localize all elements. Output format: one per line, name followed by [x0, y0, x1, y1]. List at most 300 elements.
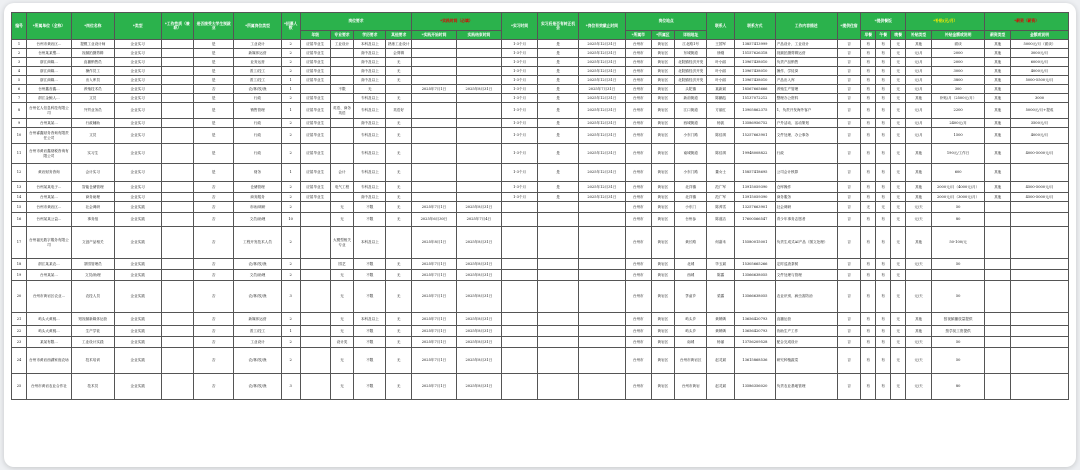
table-cell[interactable]: 按视频播放量提供	[931, 313, 984, 326]
table-cell[interactable]: 行政	[234, 94, 281, 103]
table-cell[interactable]: 台州亿人信息科技有限公司	[26, 103, 71, 119]
table-cell[interactable]: 2	[12, 49, 27, 58]
table-cell[interactable]: 专科及以上	[354, 164, 386, 182]
table-cell[interactable]: 无	[386, 58, 412, 67]
table-cell[interactable]: 3800	[931, 76, 984, 85]
table-cell[interactable]: 是	[193, 94, 234, 103]
table-cell[interactable]: 有	[861, 119, 876, 128]
table-cell[interactable]: 否	[193, 85, 234, 94]
table-cell[interactable]: 有	[861, 348, 876, 374]
table-cell[interactable]	[501, 374, 537, 400]
table-cell[interactable]: 无	[330, 281, 354, 313]
table-cell[interactable]: 2025年12月31日	[578, 58, 625, 67]
table-cell[interactable]: 无	[891, 213, 906, 227]
table-cell[interactable]: 其他	[906, 326, 932, 337]
table-cell[interactable]: 无	[891, 326, 906, 337]
table-cell[interactable]: 新媒体运营	[234, 49, 281, 58]
table-cell[interactable]: 2000元/月（4000元/月）	[931, 182, 984, 193]
table-cell[interactable]: 台州市	[625, 40, 651, 49]
table-cell[interactable]: 陈道洁	[707, 213, 735, 227]
table-cell[interactable]: 商务服务	[234, 193, 281, 202]
table-cell[interactable]: 2	[281, 58, 300, 67]
table-cell[interactable]: 元/月	[906, 119, 932, 128]
table-cell[interactable]: 销售管理	[234, 103, 281, 119]
table-cell[interactable]: 1-3个月	[501, 40, 537, 49]
table-cell[interactable]: 2025年8月31日	[456, 202, 501, 213]
table-cell[interactable]: 台州市	[625, 103, 651, 119]
table-cell[interactable]: 补贴/月（2500元/月）	[931, 94, 984, 103]
table-cell[interactable]: 是	[538, 128, 579, 144]
table-cell[interactable]	[456, 144, 501, 164]
table-cell[interactable]: 其他	[985, 58, 1011, 67]
table-cell[interactable]: 陈养雪	[707, 202, 735, 213]
table-cell[interactable]: 2025年12月31日	[578, 49, 625, 58]
table-cell[interactable]: 叶小丽	[707, 67, 735, 76]
table-cell[interactable]: 3	[281, 281, 300, 313]
table-cell[interactable]: 1	[12, 40, 27, 49]
table-cell[interactable]	[1011, 374, 1069, 400]
table-cell[interactable]: 台州市黄岩农业合作社	[26, 374, 71, 400]
table-cell[interactable]: 2025年12月31日	[578, 40, 625, 49]
table-cell[interactable]: 无	[891, 58, 906, 67]
table-cell[interactable]: 2025年8月31日	[456, 227, 501, 259]
table-cell[interactable]: 无	[891, 270, 906, 281]
table-cell[interactable]	[412, 144, 457, 164]
table-row[interactable]	[12, 202, 1069, 213]
table-cell[interactable]: 黄岩区	[651, 213, 675, 227]
table-cell[interactable]: 黄岩区	[651, 119, 675, 128]
table-cell[interactable]: 6000元/月	[1011, 58, 1069, 67]
table-cell[interactable]: 黄岩区	[651, 227, 675, 259]
table-cell[interactable]: 浙江商媒...	[26, 67, 71, 76]
table-cell[interactable]: 600	[931, 164, 984, 182]
table-cell[interactable]: 190元/工作日	[931, 144, 984, 164]
table-cell[interactable]: 无	[891, 67, 906, 76]
table-cell[interactable]	[985, 227, 1011, 259]
table-cell[interactable]: 19	[12, 270, 27, 281]
table-cell[interactable]: 无	[891, 40, 906, 49]
table-cell[interactable]: 5000元/月（面谈）	[1011, 40, 1069, 49]
table-cell[interactable]: 浙江金鲸人...	[26, 94, 71, 103]
table-cell[interactable]: 其他	[906, 40, 932, 49]
table-cell[interactable]: 台州市	[625, 128, 651, 144]
table-cell[interactable]: 是	[538, 58, 579, 67]
table-cell[interactable]: 有	[861, 374, 876, 400]
table-cell[interactable]	[578, 270, 625, 281]
table-row[interactable]	[12, 374, 1069, 400]
table-cell[interactable]: 元/月	[906, 103, 932, 119]
table-cell[interactable]: 50	[931, 337, 984, 348]
table-cell[interactable]: 应届毕业生	[300, 119, 330, 128]
table-cell[interactable]: 事务组	[71, 213, 114, 227]
table-cell[interactable]: 南城街道	[675, 144, 707, 164]
table-cell[interactable]	[578, 213, 625, 227]
table-cell[interactable]: 文员/助理	[234, 270, 281, 281]
table-cell[interactable]: 1-3个月	[501, 193, 537, 202]
table-cell[interactable]	[412, 182, 457, 193]
table-cell[interactable]	[538, 326, 579, 337]
table-cell[interactable]	[906, 270, 932, 281]
table-cell[interactable]: 无	[386, 119, 412, 128]
table-cell[interactable]: 文员	[71, 94, 114, 103]
table-cell[interactable]: 其他	[985, 67, 1011, 76]
table-cell[interactable]: 其他	[906, 313, 932, 326]
table-cell[interactable]: 叶小丽	[707, 58, 735, 67]
table-cell[interactable]: 23	[12, 337, 27, 348]
table-cell[interactable]: 企业实习	[114, 58, 161, 67]
table-cell[interactable]	[501, 202, 537, 213]
table-cell[interactable]: 4500-5000元/月	[1011, 182, 1069, 193]
table-cell[interactable]: 其他	[906, 227, 932, 259]
table-cell[interactable]: 专科及以上	[354, 128, 386, 144]
table-cell[interactable]: 台州市	[625, 58, 651, 67]
table-cell[interactable]: 黄岩区	[651, 67, 675, 76]
table-cell[interactable]: 台州市黄岩区农业...	[26, 281, 71, 313]
table-cell[interactable]: 2025年8月31日	[456, 337, 501, 348]
table-cell[interactable]: 无	[891, 94, 906, 103]
table-cell[interactable]: 无	[891, 49, 906, 58]
table-cell[interactable]: 无	[386, 213, 412, 227]
table-cell[interactable]: 行政	[234, 144, 281, 164]
table-cell[interactable]: 2025年8月31日	[456, 348, 501, 374]
table-cell[interactable]: 行政	[234, 119, 281, 128]
table-cell[interactable]: 文创产品相关	[71, 227, 114, 259]
table-cell[interactable]: 否	[193, 213, 234, 227]
table-cell[interactable]: 有	[861, 128, 876, 144]
table-cell[interactable]: 北院镇经济开发	[675, 67, 707, 76]
table-cell[interactable]: 13967438010	[735, 67, 776, 76]
table-cell[interactable]: 行政辅助	[71, 119, 114, 128]
table-row[interactable]	[12, 49, 1069, 58]
table-cell[interactable]: 13656420793	[735, 326, 776, 337]
table-cell[interactable]: 西城街道	[675, 119, 707, 128]
table-cell[interactable]: 台州市黄岩区...	[26, 40, 71, 49]
table-cell[interactable]: 农/林/牧/渔	[234, 281, 281, 313]
table-cell[interactable]: 杨凯	[707, 119, 735, 128]
table-cell[interactable]: 屿头大黄桃...	[26, 313, 71, 326]
table-cell[interactable]: 无	[891, 164, 906, 182]
table-cell[interactable]	[456, 67, 501, 76]
table-cell[interactable]: 黄岩区	[651, 40, 675, 49]
table-cell[interactable]	[1011, 202, 1069, 213]
table-cell[interactable]: 否	[837, 348, 861, 374]
table-cell[interactable]	[538, 227, 579, 259]
table-row[interactable]	[12, 227, 1069, 259]
table-cell[interactable]: 出入库员	[71, 76, 114, 85]
table-cell[interactable]	[578, 348, 625, 374]
table-cell[interactable]: 2400元/月	[931, 119, 984, 128]
table-cell[interactable]: 台州市黄岩区	[675, 348, 707, 374]
table-cell[interactable]: 17	[12, 227, 27, 259]
table-cell[interactable]: 企业实习	[114, 164, 161, 182]
table-cell[interactable]: 2025年8月31日	[456, 270, 501, 281]
table-cell[interactable]: 2025年12月31日	[578, 76, 625, 85]
table-cell[interactable]: 2	[281, 270, 300, 281]
table-cell[interactable]: 普工/技工	[234, 76, 281, 85]
table-cell[interactable]	[578, 374, 625, 400]
table-cell[interactable]: 黄岩区	[651, 94, 675, 103]
table-cell[interactable]: 2	[281, 128, 300, 144]
table-cell[interactable]	[412, 58, 457, 67]
table-cell[interactable]: 有	[861, 40, 876, 49]
table-cell[interactable]: 22	[12, 326, 27, 337]
table-cell[interactable]: 否	[837, 49, 861, 58]
table-cell[interactable]: 企业实习	[114, 40, 161, 49]
table-cell[interactable]	[985, 326, 1011, 337]
table-cell[interactable]	[1011, 227, 1069, 259]
table-cell[interactable]	[300, 259, 330, 270]
table-cell[interactable]: 有	[876, 182, 891, 193]
table-cell[interactable]: 18	[12, 259, 27, 270]
table-cell[interactable]: 陈鹏彪	[707, 94, 735, 103]
table-cell[interactable]: 不限	[354, 202, 386, 213]
table-cell[interactable]: 本科及以上	[354, 40, 386, 49]
table-cell[interactable]: 黄岩区	[651, 193, 675, 202]
table-cell[interactable]: 有	[876, 374, 891, 400]
table-cell[interactable]	[161, 119, 193, 128]
table-cell[interactable]	[300, 281, 330, 313]
table-cell[interactable]: 不限	[354, 270, 386, 281]
table-cell[interactable]: 北院镇经济开发	[675, 58, 707, 67]
table-cell[interactable]: 产品出入库	[775, 76, 837, 85]
table-cell[interactable]: 户外活动、活动策划	[775, 119, 837, 128]
table-cell[interactable]: 2025年8月1日	[412, 227, 457, 259]
table-cell[interactable]: 3000元/月	[1011, 49, 1069, 58]
table-cell[interactable]: 莫新斌	[707, 85, 735, 94]
table-cell[interactable]: 2	[281, 144, 300, 164]
table-cell[interactable]: 2	[281, 259, 300, 270]
table-cell[interactable]: 否	[837, 94, 861, 103]
table-cell[interactable]: 台州市	[625, 49, 651, 58]
table-cell[interactable]: 应届毕业生	[300, 58, 330, 67]
table-cell[interactable]: 2025年7月1日	[412, 202, 457, 213]
table-cell[interactable]: 2	[281, 202, 300, 213]
table-cell[interactable]: 元/天	[906, 259, 932, 270]
table-cell[interactable]: 大模型相关专业	[330, 227, 354, 259]
table-cell[interactable]: 4500-5000元/月	[1011, 193, 1069, 202]
table-cell[interactable]: 无	[386, 202, 412, 213]
table-cell[interactable]: 设计类	[330, 337, 354, 348]
table-cell[interactable]: 是	[193, 128, 234, 144]
table-cell[interactable]: 无	[876, 202, 891, 213]
table-cell[interactable]: 东城街道	[675, 49, 707, 58]
table-cell[interactable]: 工业设计	[330, 40, 354, 49]
table-cell[interactable]: 台州福光数字服务有限公司	[26, 227, 71, 259]
table-cell[interactable]: 台州市	[625, 374, 651, 400]
table-cell[interactable]: 茅畲乡	[675, 281, 707, 313]
table-cell[interactable]: 否	[193, 182, 234, 193]
table-cell[interactable]: 有	[861, 259, 876, 270]
table-cell[interactable]: 青少年事务志愿者	[775, 213, 837, 227]
table-cell[interactable]: 无	[891, 259, 906, 270]
table-cell[interactable]: 有	[861, 313, 876, 326]
table-cell[interactable]: 15157626318	[735, 49, 776, 58]
table-cell[interactable]: 普工/技工	[234, 326, 281, 337]
table-cell[interactable]: 2000元/月（3000元/月）	[931, 193, 984, 202]
table-row[interactable]	[12, 85, 1069, 94]
table-cell[interactable]: 50-100/元	[931, 227, 984, 259]
table-cell[interactable]: 应届毕业生	[300, 76, 330, 85]
table-cell[interactable]	[161, 49, 193, 58]
table-cell[interactable]: 有	[861, 94, 876, 103]
table-cell[interactable]: 其他	[906, 94, 932, 103]
table-cell[interactable]: 不限	[354, 348, 386, 374]
table-cell[interactable]: 2025年12月31日	[578, 128, 625, 144]
table-cell[interactable]: 不限	[354, 374, 386, 400]
table-cell[interactable]	[412, 67, 457, 76]
table-cell[interactable]: 80	[931, 374, 984, 400]
table-cell[interactable]: 其他	[985, 94, 1011, 103]
table-cell[interactable]	[1011, 164, 1069, 182]
table-cell[interactable]: 2	[281, 227, 300, 259]
table-cell[interactable]: 否	[837, 67, 861, 76]
table-cell[interactable]	[412, 76, 457, 85]
table-cell[interactable]: 不限	[354, 281, 386, 313]
table-cell[interactable]: 企业实习	[114, 193, 161, 202]
table-cell[interactable]: 工业设计	[234, 337, 281, 348]
table-cell[interactable]: 应届毕业生	[300, 67, 330, 76]
table-cell[interactable]: 无	[891, 119, 906, 128]
table-row[interactable]	[12, 337, 1069, 348]
table-cell[interactable]: 15257663901	[735, 128, 776, 144]
table-cell[interactable]: 有	[861, 281, 876, 313]
table-cell[interactable]: 北洋镇	[675, 193, 707, 202]
table-cell[interactable]: 台州某某...	[26, 193, 71, 202]
table-cell[interactable]	[501, 270, 537, 281]
table-cell[interactable]: 无	[386, 337, 412, 348]
table-cell[interactable]: 专科及以上	[354, 182, 386, 193]
table-cell[interactable]: 高中及以上	[354, 119, 386, 128]
table-cell[interactable]	[456, 164, 501, 182]
table-cell[interactable]	[330, 58, 354, 67]
table-cell[interactable]	[161, 40, 193, 49]
table-cell[interactable]: 是	[538, 144, 579, 164]
table-cell[interactable]: 2025年7月1日	[412, 313, 457, 326]
table-cell[interactable]: 1	[281, 164, 300, 182]
table-cell[interactable]: 操作员工	[71, 67, 114, 76]
table-cell[interactable]: 否	[837, 128, 861, 144]
table-cell[interactable]: 否	[837, 374, 861, 400]
table-cell[interactable]	[538, 202, 579, 213]
table-cell[interactable]: 10	[12, 128, 27, 144]
table-cell[interactable]: 否	[837, 144, 861, 164]
table-cell[interactable]: 否	[837, 281, 861, 313]
table-cell[interactable]: 13967438010	[735, 58, 776, 67]
table-cell[interactable]	[456, 103, 501, 119]
table-cell[interactable]	[330, 128, 354, 144]
table-cell[interactable]	[501, 326, 537, 337]
table-cell[interactable]: 定时巡查茶树	[775, 259, 837, 270]
table-cell[interactable]: 是	[538, 85, 579, 94]
table-cell[interactable]: 2	[281, 193, 300, 202]
table-cell[interactable]	[330, 144, 354, 164]
table-cell[interactable]: 7	[12, 94, 27, 103]
table-cell[interactable]: 2025年7月1日	[412, 374, 457, 400]
table-cell[interactable]: 有	[861, 67, 876, 76]
table-cell[interactable]: 其他	[985, 193, 1011, 202]
table-row[interactable]	[12, 103, 1069, 119]
table-cell[interactable]: 直播销售员	[71, 58, 114, 67]
table-cell[interactable]	[538, 337, 579, 348]
table-cell[interactable]: 2025年7月1日	[412, 326, 457, 337]
table-cell[interactable]: 行政	[775, 144, 837, 164]
table-cell[interactable]	[161, 270, 193, 281]
table-cell[interactable]: 15137072212	[735, 94, 776, 103]
table-cell[interactable]: 台州市	[625, 144, 651, 164]
table-cell[interactable]: 2025年7月1日	[412, 348, 457, 374]
table-cell[interactable]: 范广军	[707, 193, 735, 202]
table-cell[interactable]: 2025年12月31日	[578, 103, 625, 119]
table-cell[interactable]: 2	[281, 337, 300, 348]
table-cell[interactable]	[161, 144, 193, 164]
table-cell[interactable]: 3000	[1011, 94, 1069, 103]
table-cell[interactable]	[456, 193, 501, 202]
table-cell[interactable]: 台州睿鑫财务咨询有限责任公司	[26, 128, 71, 144]
table-cell[interactable]: 有	[876, 49, 891, 58]
table-cell[interactable]	[578, 281, 625, 313]
table-row[interactable]	[12, 270, 1069, 281]
table-cell[interactable]	[330, 193, 354, 202]
table-cell[interactable]	[456, 40, 501, 49]
table-cell[interactable]: 是	[538, 49, 579, 58]
table-cell[interactable]	[931, 270, 984, 281]
table-cell[interactable]	[161, 67, 193, 76]
table-cell[interactable]: 无	[891, 182, 906, 193]
table-cell[interactable]	[161, 374, 193, 400]
table-cell[interactable]: 视频拍摄剪辑	[71, 49, 114, 58]
table-cell[interactable]: 黄岩区	[651, 164, 675, 182]
table-cell[interactable]: 应届毕业生	[300, 94, 330, 103]
table-cell[interactable]	[538, 213, 579, 227]
table-cell[interactable]: 北院镇经济开发	[675, 76, 707, 85]
table-cell[interactable]: 2025年7月1日	[412, 337, 457, 348]
table-cell[interactable]	[161, 313, 193, 326]
table-cell[interactable]: 台州某某...	[26, 119, 71, 128]
table-cell[interactable]: 4000元/月	[1011, 128, 1069, 144]
table-cell[interactable]	[501, 337, 537, 348]
table-cell[interactable]: 黄岩区	[651, 337, 675, 348]
table-cell[interactable]: 有	[876, 128, 891, 144]
table-cell[interactable]: 无	[330, 270, 354, 281]
table-cell[interactable]: 黄嫣嫣	[707, 326, 735, 337]
table-cell[interactable]: 西城	[675, 270, 707, 281]
table-cell[interactable]: 否	[837, 76, 861, 85]
table-cell[interactable]: 农技人员	[71, 281, 114, 313]
table-cell[interactable]: 1-3个月	[501, 144, 537, 164]
table-row[interactable]	[12, 326, 1069, 337]
table-cell[interactable]: 3000	[931, 67, 984, 76]
table-cell[interactable]: 有	[861, 182, 876, 193]
table-cell[interactable]: 行政	[234, 128, 281, 144]
table-cell[interactable]: 14	[12, 193, 27, 202]
table-cell[interactable]: 其他	[906, 193, 932, 202]
table-cell[interactable]: 工程开发技术人员	[234, 227, 281, 259]
table-cell[interactable]: 企业实习	[114, 103, 161, 119]
table-cell[interactable]	[985, 213, 1011, 227]
table-cell[interactable]: 企业实习	[114, 76, 161, 85]
table-cell[interactable]: 江北路1号	[675, 40, 707, 49]
table-cell[interactable]: 台州市	[625, 270, 651, 281]
table-cell[interactable]: 应届毕业生	[300, 103, 330, 119]
table-cell[interactable]: 有	[861, 337, 876, 348]
table-row[interactable]	[12, 128, 1069, 144]
table-cell[interactable]: 应届毕业生	[300, 193, 330, 202]
table-cell[interactable]: 不限	[354, 213, 386, 227]
table-cell[interactable]: 陈佳琪	[707, 144, 735, 164]
table-cell[interactable]: 生产学徒	[71, 326, 114, 337]
table-cell[interactable]: 其他	[906, 144, 932, 164]
table-cell[interactable]: 协助生产工作	[775, 326, 837, 337]
